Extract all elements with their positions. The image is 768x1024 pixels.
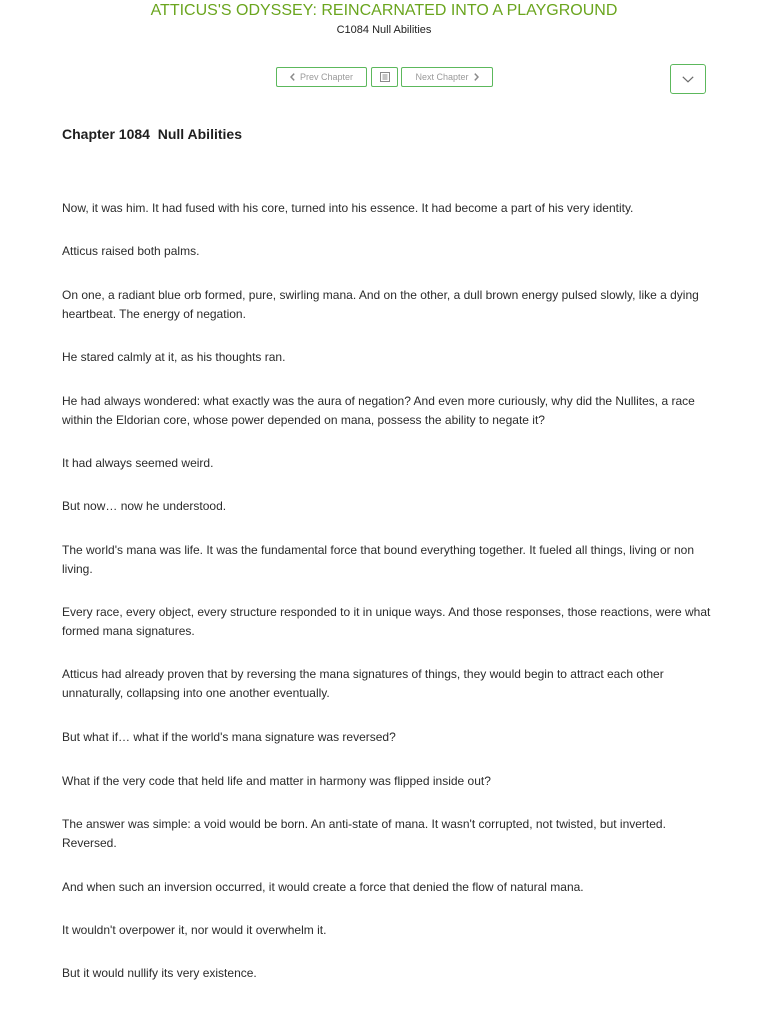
paragraph: On one, a radiant blue orb formed, pure, swirling mana. And on the other, a dull brown energy pulsed slowly, like a dying heartbeat. The energy of negation. — [62, 288, 699, 321]
prev-chapter-button[interactable] — [276, 67, 367, 87]
table-of-contents-button[interactable] — [371, 67, 398, 87]
paragraph: And when such an inversion occurred, it would create a force that denied the flow of natural mana. — [62, 880, 584, 894]
paragraph: The world's mana was life. It was the fundamental force that bound everything together. It fueled all things, living or non living. — [62, 543, 694, 576]
paragraph: He stared calmly at it, as his thoughts ran. — [62, 350, 286, 364]
paragraph: Every race, every object, every structure responded to it in unique ways. And those responses, those reactions, were what formed mana signatures. — [62, 605, 711, 638]
novel-title-link[interactable]: ATTICUS'S ODYSSEY: REINCARNATED INTO A PLAYGROUND — [150, 2, 618, 19]
chapter-subtitle: C1084 Null Abilities — [336, 24, 432, 36]
paragraph: Now, it was him. It had fused with his core, turned into his essence. It had become a part of his very identity. — [62, 201, 634, 215]
list-icon — [380, 72, 390, 82]
paragraph: Atticus had already proven that by reversing the mana signatures of things, they would begin to attract each other unnaturally, collapsing into one another eventually. — [62, 667, 664, 700]
paragraph: But what if… what if the world's mana signature was reversed? — [62, 730, 396, 744]
paragraph: The answer was simple: a void would be born. An anti-state of mana. It wasn't corrupted, not twisted, but inverted. Reversed. — [62, 817, 666, 850]
next-chapter-button[interactable] — [401, 67, 493, 87]
chapter-heading: Chapter 1084 Null Abilities — [62, 126, 242, 142]
paragraph: He had always wondered: what exactly was the aura of negation? And even more curiously, why did the Nullites, a race within the Eldorian core, whose power depended on mana, possess the ability to negate it? — [62, 394, 695, 427]
chevron-down-icon — [682, 70, 694, 88]
paragraph: What if the very code that held life and matter in harmony was flipped inside out? — [62, 774, 491, 788]
paragraph: It had always seemed weird. — [62, 456, 214, 470]
next-chapter-label: Next Chapter — [415, 72, 469, 82]
chevron-right-icon — [474, 73, 479, 81]
paragraph: Atticus raised both palms. — [62, 244, 200, 258]
paragraph: But it would nullify its very existence. — [62, 966, 257, 980]
chevron-left-icon — [290, 73, 295, 81]
paragraph: But now… now he understood. — [62, 499, 227, 513]
chapter-dropdown-button[interactable] — [670, 64, 706, 94]
prev-chapter-label: Prev Chapter — [299, 72, 354, 82]
paragraph: It wouldn't overpower it, nor would it overwhelm it. — [62, 923, 327, 937]
